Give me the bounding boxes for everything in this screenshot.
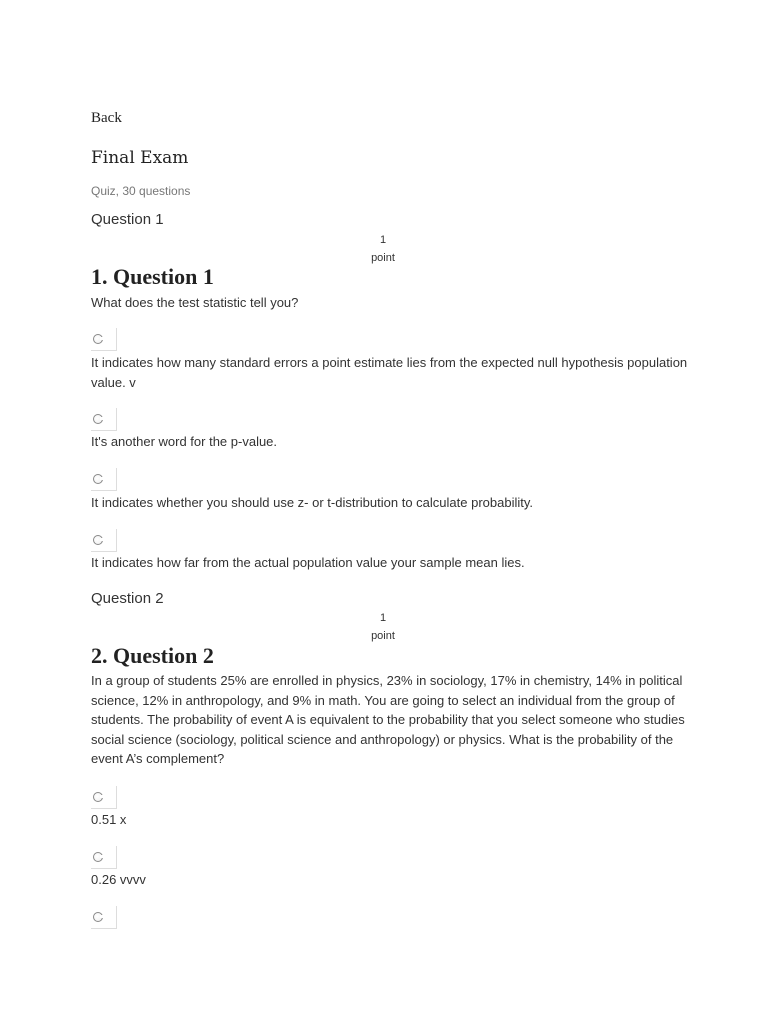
- question-2-option-2-radio[interactable]: [91, 846, 117, 869]
- radio-unselected-icon: [93, 792, 103, 802]
- question-2-option-1-label[interactable]: 0.51 x: [91, 812, 127, 827]
- question-1-prompt: What does the test statistic tell you?: [91, 295, 299, 310]
- question-2-option-1-radio[interactable]: [91, 786, 117, 809]
- radio-unselected-icon: [93, 912, 103, 922]
- question-1-nav-label[interactable]: Question 1: [91, 211, 164, 228]
- radio-unselected-icon: [93, 535, 103, 545]
- question-1-heading: 1. Question 1: [91, 264, 214, 289]
- question-2-prompt: In a group of students 25% are enrolled in physics, 23% in sociology, 17% in chemistry, 14% in political science, 12% in anthropology, and 9% in math. You are going to select an individual from the group of students. The probability of event A is equivalent to the probability that you select someone who studies social science (sociology, political science and anthropology) or physics. What is the probability of the event A’s complement?: [91, 673, 685, 766]
- question-1-option-1-radio[interactable]: [91, 328, 117, 351]
- question-1-option-3-radio[interactable]: [91, 468, 117, 491]
- back-link[interactable]: Back: [91, 110, 122, 126]
- points-unit: point: [371, 630, 395, 642]
- question-1-points: [353, 231, 413, 267]
- question-1-option-4-label[interactable]: It indicates how far from the actual population value your sample mean lies.: [91, 555, 525, 570]
- radio-unselected-icon: [93, 414, 103, 424]
- quiz-meta: Quiz, 30 questions: [91, 184, 191, 198]
- question-2-option-3-radio[interactable]: [91, 906, 117, 929]
- points-value: 1: [379, 612, 387, 624]
- question-2-nav-label[interactable]: Question 2: [91, 590, 164, 607]
- question-2-option-2-label[interactable]: 0.26 vvvv: [91, 872, 146, 887]
- question-2-heading: 2. Question 2: [91, 643, 214, 668]
- points-unit: point: [371, 252, 395, 264]
- points-value: 1: [379, 234, 387, 246]
- radio-unselected-icon: [93, 474, 103, 484]
- page-title: Final Exam: [91, 148, 189, 168]
- radio-unselected-icon: [93, 852, 103, 862]
- question-1-option-4-radio[interactable]: [91, 529, 117, 552]
- question-1-option-2-radio[interactable]: [91, 408, 117, 431]
- question-1-option-1-label[interactable]: It indicates how many standard errors a point estimate lies from the expected null hypothesis population value. v: [91, 355, 688, 390]
- question-1-option-3-label[interactable]: It indicates whether you should use z- or t-distribution to calculate probability.: [91, 495, 533, 510]
- question-2-points: [353, 609, 413, 645]
- radio-unselected-icon: [93, 334, 103, 344]
- question-1-option-2-label[interactable]: It's another word for the p-value.: [91, 434, 278, 449]
